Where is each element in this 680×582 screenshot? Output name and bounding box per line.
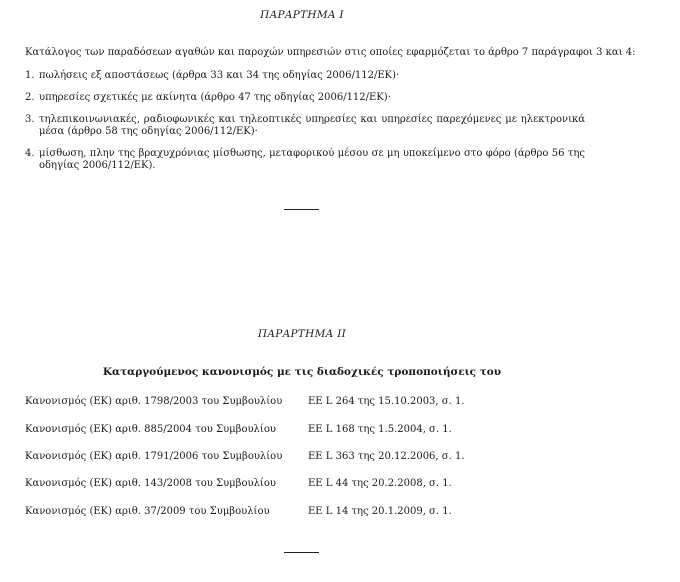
list-item <box>25 114 585 138</box>
table-row <box>25 396 585 408</box>
table-row <box>25 424 585 436</box>
list-item-text: υπηρεσίες σχετικές με ακίνητα (άρθρο 47 της οδηγίας 2006/112/ΕΚ)· <box>39 92 391 103</box>
journal-reference: ΕΕ L 168 της 1.5.2004, σ. 1. <box>308 424 452 435</box>
annex-2-subtitle: Καταργούμενος κανονισμός με τις διαδοχικές τροποποιήσεις του <box>102 366 502 378</box>
list-item <box>25 92 585 104</box>
list-item-text: πωλήσεις εξ αποστάσεως (άρθρα 33 και 34 της οδηγίας 2006/112/ΕΚ)· <box>39 70 400 81</box>
list-item <box>25 148 585 172</box>
regulation-name: Κανονισμός (ΕΚ) αριθ. 143/2008 του Συμβουλίου <box>25 478 276 489</box>
list-item-text: τηλεπικοινωνιακές, ραδιοφωνικές και τηλεοπτικές υπηρεσίες και υπηρεσίες παρεχόμενες με ηλεκτρονικά μέσα (άρθρο 58 της οδηγίας 2006/112/ΕΚ)· <box>39 114 585 137</box>
journal-reference: ΕΕ L 44 της 20.2.2008, σ. 1. <box>308 478 452 489</box>
section-divider <box>284 209 319 210</box>
list-item-number: 1. <box>25 70 35 81</box>
table-row <box>25 506 585 518</box>
regulation-name: Κανονισμός (ΕΚ) αριθ. 1791/2006 του Συμβουλίου <box>25 451 283 462</box>
journal-reference: ΕΕ L 363 της 20.12.2006, σ. 1. <box>308 451 465 462</box>
regulation-name: Κανονισμός (ΕΚ) αριθ. 37/2009 του Συμβουλίου <box>25 506 270 517</box>
regulation-name: Κανονισμός (ΕΚ) αριθ. 1798/2003 του Συμβουλίου <box>25 396 283 407</box>
section-divider <box>284 552 319 553</box>
list-item <box>25 70 585 82</box>
table-row <box>25 478 585 490</box>
annex-2-title: ΠΑΡΑΡΤΗΜΑ II <box>257 328 347 340</box>
table-row <box>25 451 585 463</box>
journal-reference: ΕΕ L 264 της 15.10.2003, σ. 1. <box>308 396 465 407</box>
journal-reference: ΕΕ L 14 της 20.1.2009, σ. 1. <box>308 506 452 517</box>
annex-1-intro: Κατάλογος των παραδόσεων αγαθών και παροχών υπηρεσιών στις οποίες εφαρμόζεται το άρθρο 7 παράγραφοι 3 και 4: <box>25 47 636 58</box>
regulation-name: Κανονισμός (ΕΚ) αριθ. 885/2004 του Συμβουλίου <box>25 424 276 435</box>
list-item-number: 2. <box>25 92 35 103</box>
list-item-text: μίσθωση, πλην της βραχυχρόνιας μίσθωσης, μεταφορικού μέσου σε μη υποκείμενο στο φόρο (άρθρο 56 της οδηγίας 2006/112/ΕΚ). <box>39 148 585 171</box>
annex-1-title: ΠΑΡΑΡΤΗΜΑ I <box>260 9 344 21</box>
list-item-number: 4. <box>25 148 35 159</box>
list-item-number: 3. <box>25 114 35 125</box>
